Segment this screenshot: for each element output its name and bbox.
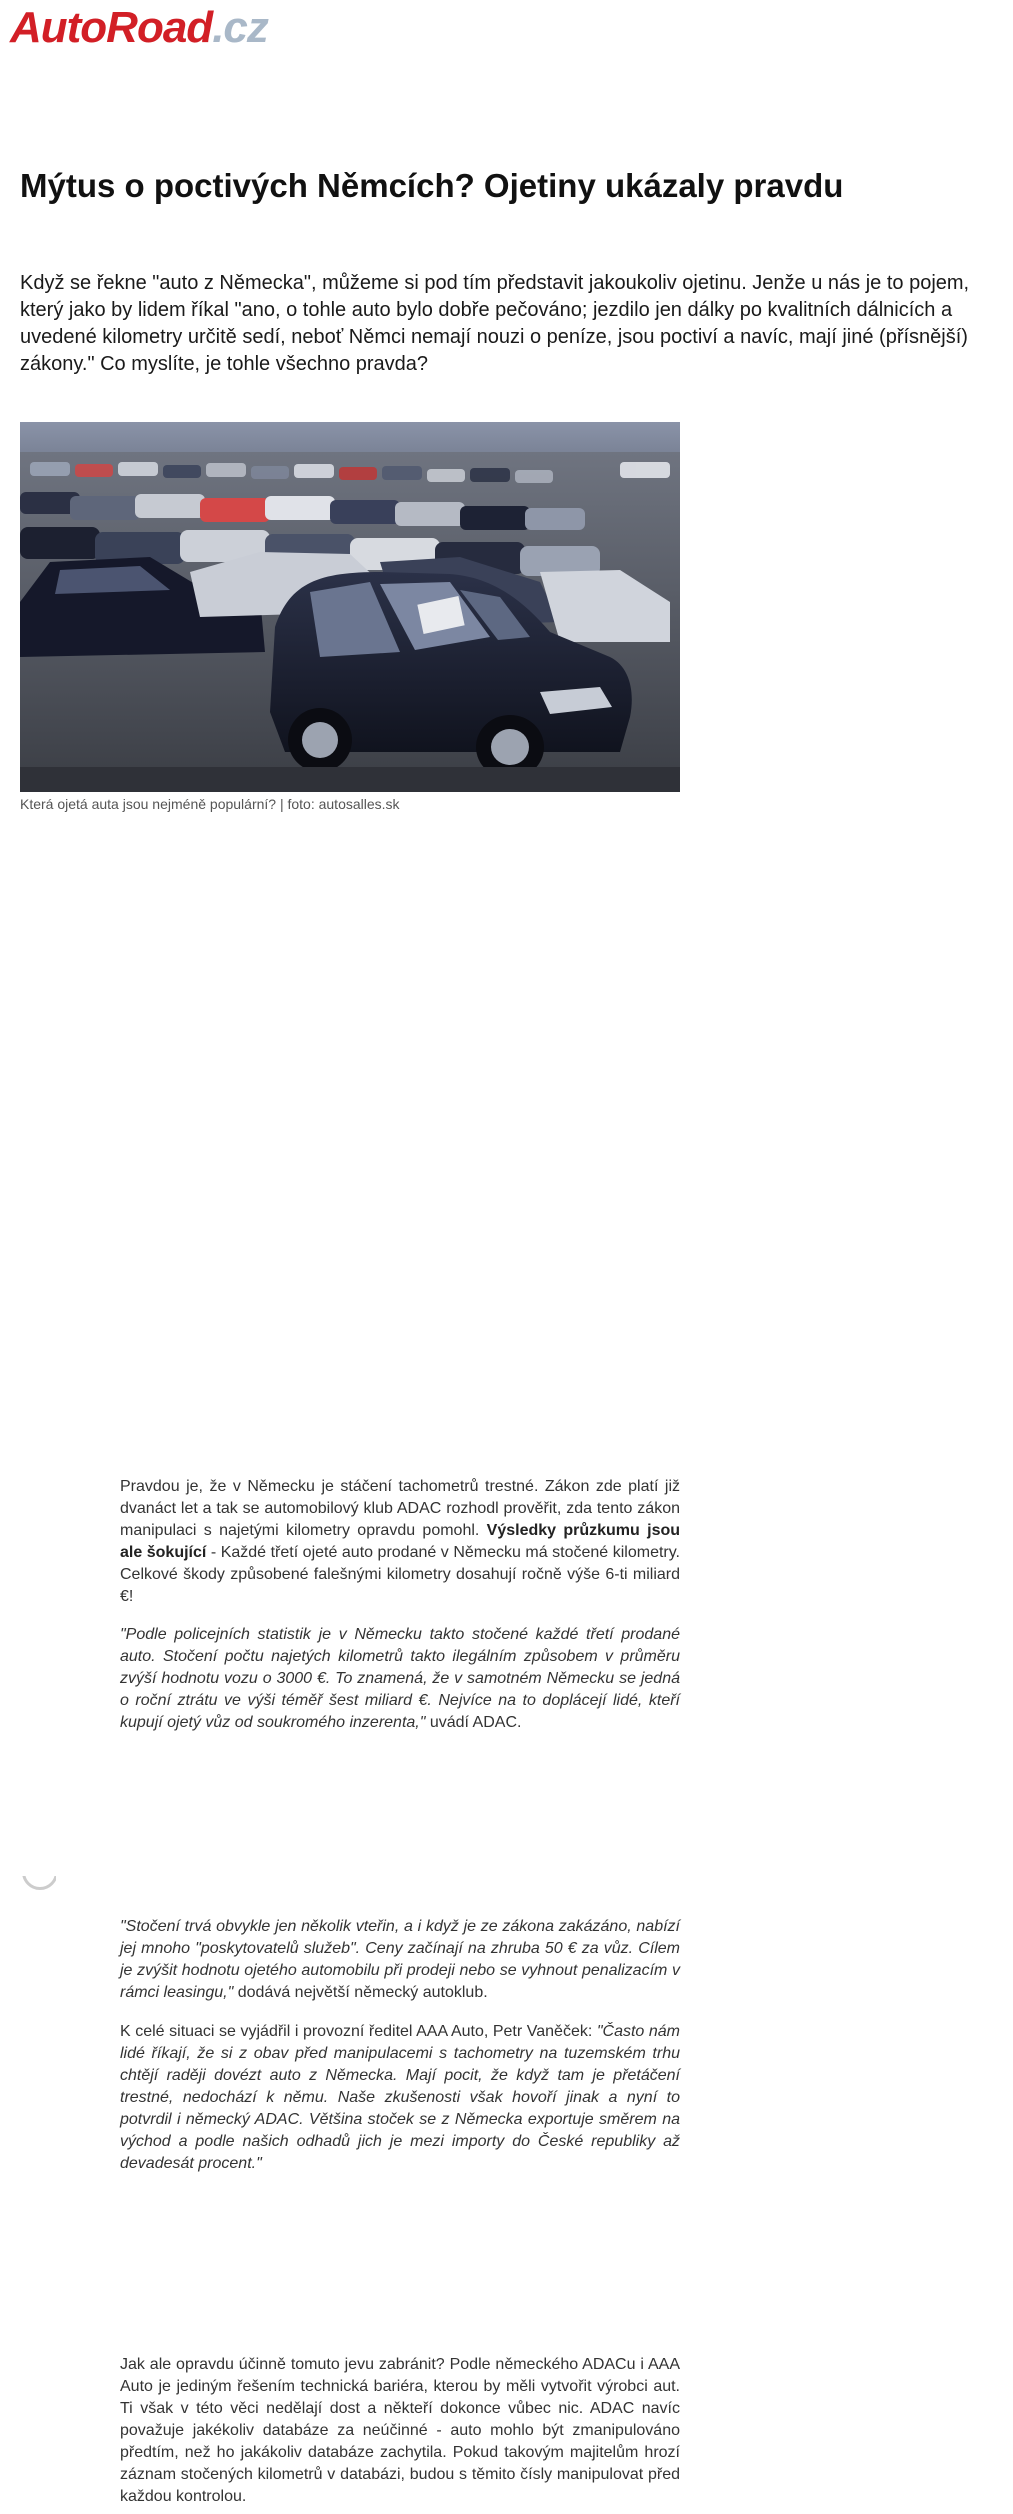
paragraph-2-quote: "Podle policejních statistik je v Německu takto stočené každé třetí prodané auto. Stočení počtu najetých kilometrů takto ilegálním způsobem v průměru zvýší hodnotu vozu o 3000 €. To znamená, že v samotném Německu se jedná o roční ztrátu ve výši téměř šest miliard €. Nejvíce na to doplácejí lidé, kteří kupují ojetý vůz od soukromého inzerenta,": [120, 1626, 680, 1731]
paragraph-1-bold: Výsledky průzkumu jsou ale šokující: [120, 1522, 681, 1561]
article-paragraph-4: [120, 2021, 680, 2175]
loading-arc-icon: [22, 1876, 56, 1890]
paragraph-2-attribution: uvádí ADAC.: [425, 1714, 522, 1731]
paragraph-4-intro: K celé situaci se vyjádřil i provozní ředitel AAA Auto, Petr Vaněček:: [120, 2023, 597, 2040]
paragraph-1-text-b: - Každé třetí ojeté auto prodané v Německu má stočené kilometry. Celkové škody způsobené falešnými kilometry dosahují ročně výše 6-ti miliard €!: [120, 1544, 680, 1605]
logo-tld-text: .cz: [212, 3, 268, 52]
paragraph-3-quote: "Stočení trvá obvykle jen několik vteřin, a i když je ze zákona zakázáno, nabízí jej mnoho "poskytovatelů služeb". Ceny začínají na zhruba 50 € za vůz. Cílem je zvýšit hodnotu ojetého automobilu při prodeji nebo se vyhnout penalizacím v rámci leasingu,": [120, 1918, 680, 2001]
article-title: Mýtus o poctivých Němcích? Ojetiny ukázaly pravdu: [20, 167, 844, 204]
paragraph-5-text: Jak ale opravdu účinně tomuto jevu zabránit? Podle německého ADACu i AAA Auto je jediným řešením technická bariéra, kterou by měli vytvořit výrobci aut. Ti však v této věci nedělají dost a někteří dokonce vůbec nic. ADAC navíc považuje jakékoliv databáze za neúčinné - auto mohlo být zmanipulováno předtím, než ho jakákoliv databáze zachytila. Pokud takovým majitelům hrozí záznam stočených kilometrů v databázi, budou s těmito čísly manipulovat před každou kontrolou.: [120, 2356, 680, 2505]
image-caption: Která ojetá auta jsou nejméně populární? | foto: autosalles.sk: [20, 796, 400, 812]
article-paragraph-1: [120, 1476, 680, 1608]
paragraph-4-quote: "Často nám lidé říkají, že si z obav před manipulacemi s tachometry na tuzemském trhu chtějí raději dovézt auto z Německa. Mají pocit, že když tam je přetáčení trestné, nedochází k němu. Naše zkušenosti však hovoří jinak a nyní to potvrdil i německý ADAC. Většina stoček se z Německa exportuje směrem na východ a podle našich odhadů jich je mezi importy do České republiky až devadesát procent.": [120, 2023, 681, 2172]
paragraph-1-text-a: Pravdou je, že v Německu je stáčení tachometrů trestné. Zákon zde platí již dvanáct let a tak se automobilový klub ADAC rozhodl prověřit, zda tento zákon manipulaci s najetými kilometry opravdu pomohl.: [120, 1478, 680, 1539]
site-logo[interactable]: [10, 3, 268, 52]
article-image-car-lot: [20, 422, 680, 792]
article-paragraph-2: [120, 1624, 680, 1734]
article-paragraph-5: [120, 2354, 680, 2508]
logo-brand-text: AutoRoad: [10, 3, 213, 52]
paragraph-3-attribution: dodává největší německý autoklub.: [233, 1984, 488, 2001]
car-lot-illustration: [20, 422, 680, 792]
article-paragraph-3: [120, 1916, 680, 2004]
article-perex: Když se řekne "auto z Německa", můžeme si pod tím představit jakoukoliv ojetinu. Jenže u nás je to pojem, který jako by lidem říkal "ano, o tohle auto bylo dobře pečováno; jezdilo jen dálky po kvalitních dálnicích a uvedené kilometry určitě sedí, neboť Němci nemají nouzi o peníze, jsou poctiví a navíc, mají jiné (přísnější) zákony." Co myslíte, je tohle všechno pravda?: [20, 272, 970, 375]
